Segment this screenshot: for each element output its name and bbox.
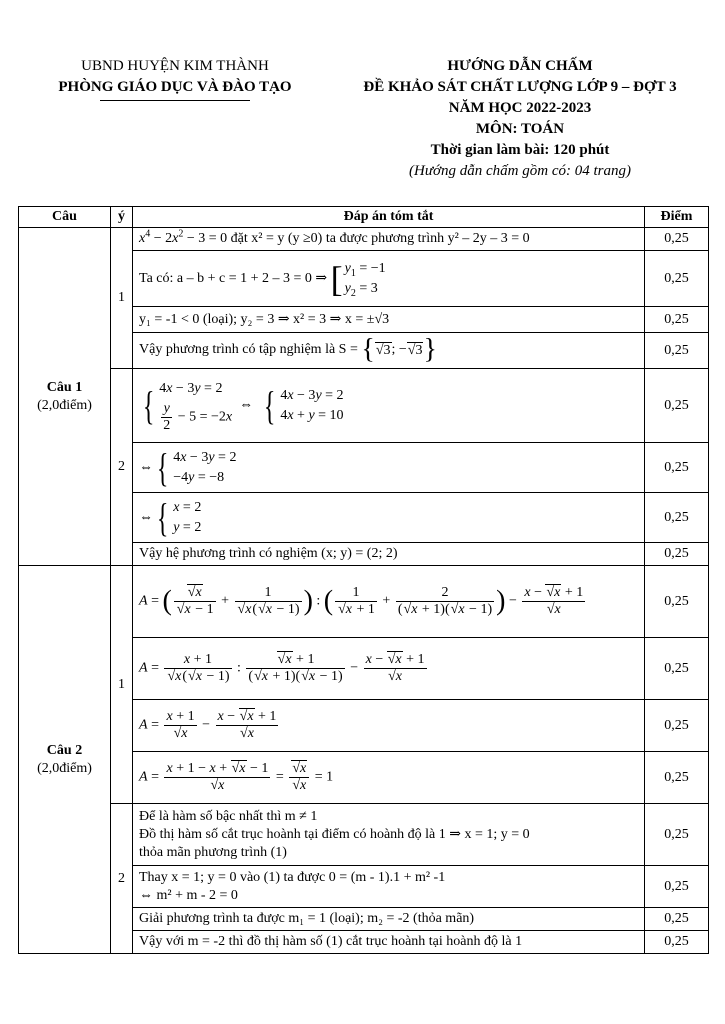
score-cell: 0,25 (645, 931, 709, 954)
answer-cell: y₁ = -1 < 0 (loại); y₂ = 3 ⇒ x² = 3 ⇒ x = ±√3 (133, 307, 645, 333)
answer-cell: Giải phương trình ta được m₁ = 1 (loại); m₂ = -2 (thỏa mãn) (133, 908, 645, 931)
score-cell: 0,25 (645, 638, 709, 700)
answer-cell: Vậy hệ phương trình có nghiệm (x; y) = (2; 2) (133, 543, 645, 566)
question-2-name: Câu 2 (46, 742, 83, 758)
score-cell: 0,25 (645, 228, 709, 251)
score-cell: 0,25 (645, 804, 709, 866)
score-cell: 0,25 (645, 369, 709, 443)
answer-text: thỏa mãn phương trình (1) (139, 844, 287, 860)
part-label: 1 (111, 228, 133, 369)
question-2-cell (19, 566, 111, 954)
title-line5: Thời gian làm bài: 120 phút (430, 142, 610, 158)
answer-cell: A = ( $\frac{√x}{√x - 1}$ + $\frac{1}{√x(√x - 1)}$ ) : ( $\frac{1}{√x + 1}$ + $\frac{2}{(√x + 1)(√x - 1)}$ ) − $\frac{x - √x + 1}{√x}$ (133, 566, 645, 638)
answer-cell: ⇔ { 4x − 3y = 2 −4y = −8 (133, 443, 645, 493)
score-cell: 0,25 (645, 443, 709, 493)
answer-cell: A = $\frac{x + 1}{√x(√x - 1)}$ : $\frac{√x + 1}{(√x + 1)(√x - 1)}$ − $\frac{x - √x + 1}{√x}$ (133, 638, 645, 700)
answer-text: ⇔ m² + m - 2 = 0 (139, 887, 238, 903)
score-cell: 0,25 (645, 543, 709, 566)
score-cell: 0,25 (645, 866, 709, 908)
score-cell: 0,25 (645, 251, 709, 307)
answer-cell: A = $\frac{x + 1}{√x}$ − $\frac{x - √x + 1}{√x}$ (133, 700, 645, 752)
table-row (19, 566, 709, 638)
col-header-points: Điểm (645, 207, 709, 228)
table-header-row (19, 207, 709, 228)
answer-cell: Vậy với m = -2 thì đồ thị hàm số (1) cắt trục hoành tại hoành độ là 1 (133, 931, 645, 954)
score-cell: 0,25 (645, 700, 709, 752)
title-line3: NĂM HỌC 2022-2023 (448, 100, 592, 116)
solution-bracket: [ $y_1 = -1$ $y_2 = 3$ (330, 258, 386, 299)
score-cell: 0,25 (645, 493, 709, 543)
title-line6: (Hướng dẫn chấm gồm có: 04 trang) (409, 163, 631, 179)
answer-cell: ⇔ { x = 2 y = 2 (133, 493, 645, 543)
score-cell: 0,25 (645, 333, 709, 369)
question-1-points: (2,0điểm) (37, 397, 92, 413)
question-1-cell (19, 228, 111, 566)
answer-text: Để là hàm số bậc nhất thì m ≠ 1 (139, 808, 318, 824)
table-row (19, 804, 709, 866)
header-organization (30, 56, 320, 101)
answer-text: Đồ thị hàm số cắt trục hoành tại điểm có hoành độ là 1 ⇒ x = 1; y = 0 (139, 826, 530, 842)
score-cell: 0,25 (645, 908, 709, 931)
answer-cell (133, 866, 645, 908)
answer-text: Thay x = 1; y = 0 vào (1) ta được 0 = (m - 1).1 + m² -1 (139, 869, 446, 885)
answer-text: đặt x² = y (y ≥0) ta được phương trình y² – 2y – 3 = 0 (230, 231, 530, 246)
answer-cell: $x^4 - 2x^2 - 3 = 0$ đặt x² = y (y ≥0) ta được phương trình y² – 2y – 3 = 0 (133, 228, 645, 251)
answer-text: Ta có: a – b + c = 1 + 2 – 3 = 0 ⇒ (139, 270, 328, 286)
org-line1: UBND HUYỆN KIM THÀNH (81, 58, 269, 74)
col-header-cau: Câu (19, 207, 111, 228)
col-header-answer: Đáp án tóm tắt (133, 207, 645, 228)
score-cell: 0,25 (645, 307, 709, 333)
question-1-name: Câu 1 (46, 379, 83, 395)
title-line1: HƯỚNG DẪN CHẤM (447, 58, 593, 74)
answer-cell: Vậy phương trình có tập nghiệm là S = {√3; −√3} (133, 333, 645, 369)
part-label: 2 (111, 804, 133, 954)
score-cell: 0,25 (645, 566, 709, 638)
part-label: 1 (111, 566, 133, 804)
header-title (330, 56, 710, 182)
answer-cell (133, 804, 645, 866)
question-2-points: (2,0điểm) (37, 760, 92, 776)
col-header-y: ý (111, 207, 133, 228)
org-underline (100, 100, 250, 101)
title-line4: MÔN: TOÁN (475, 121, 565, 137)
org-line2: PHÒNG GIÁO DỤC VÀ ĐÀO TẠO (58, 79, 292, 95)
grading-table (18, 206, 709, 954)
answer-cell: A = $\frac{x + 1 - x + √x - 1}{√x}$ = $\frac{√x}{√x}$ = 1 (133, 752, 645, 804)
part-label: 2 (111, 369, 133, 566)
answer-cell (133, 251, 645, 307)
score-cell: 0,25 (645, 752, 709, 804)
answer-text: Vậy phương trình có tập nghiệm là S = (139, 342, 358, 358)
table-row (19, 369, 709, 443)
title-line2: ĐỀ KHẢO SÁT CHẤT LƯỢNG LỚP 9 – ĐỢT 3 (363, 79, 677, 95)
answer-cell: { 4x − 3y = 2 $\frac{y}{2}$ − 5 = −2x ⇔ { 4x − 3y = 2 4x + y = 10 (133, 369, 645, 443)
table-row (19, 228, 709, 251)
